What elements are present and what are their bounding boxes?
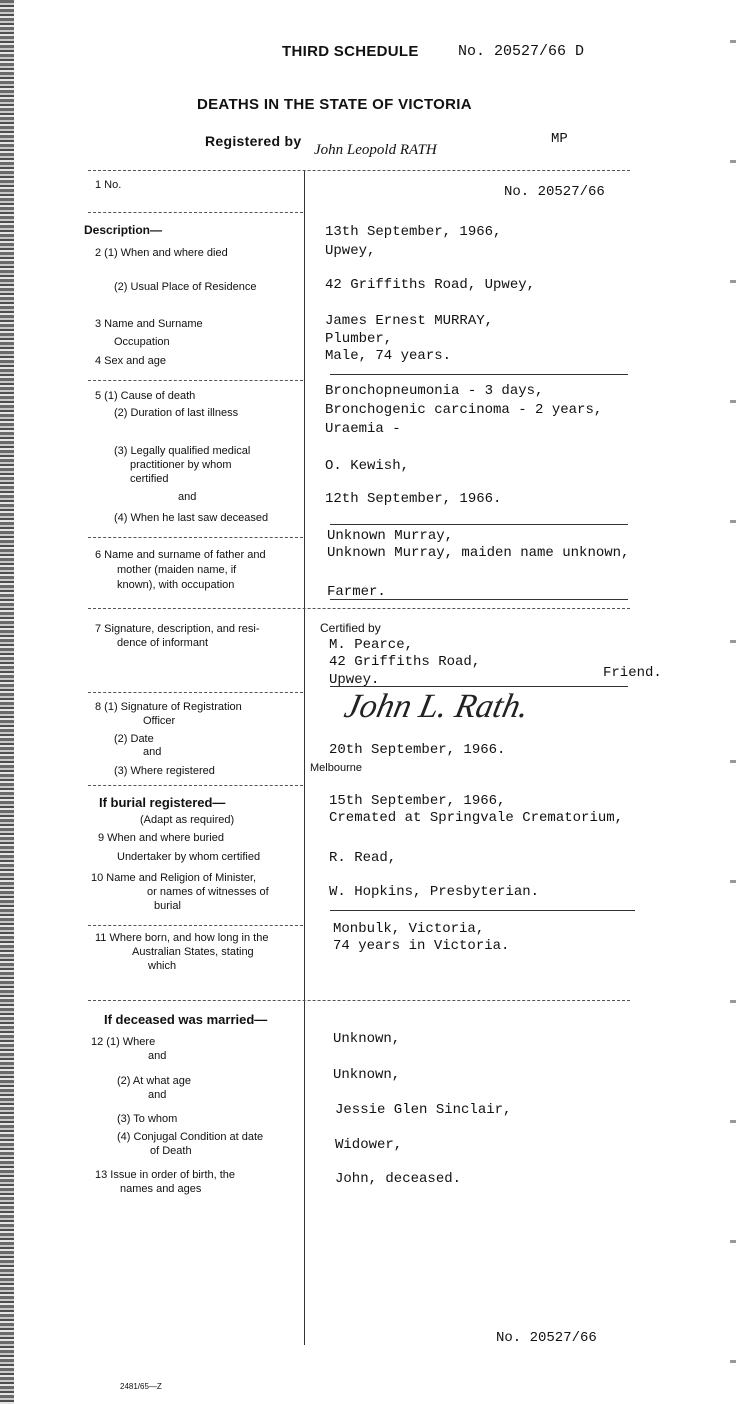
value-reg-place: Melbourne: [310, 762, 362, 774]
value-informant-3: Upwey.: [329, 672, 380, 688]
value-father: Unknown Murray,: [327, 528, 454, 544]
label-marr-whom: (3) To whom: [117, 1113, 178, 1125]
label-conjugal-b: of Death: [150, 1145, 192, 1157]
column-divider: [304, 170, 305, 1345]
divider-1: [88, 212, 303, 213]
divider-2: [88, 380, 303, 381]
label-when-where-died: 2 (1) When and where died: [95, 247, 228, 259]
value-undertaker: R. Read,: [329, 850, 397, 866]
label-parents-c: known), with occupation: [117, 579, 235, 591]
value-cause-1: Bronchopneumonia - 3 days,: [325, 383, 544, 399]
label-minister-b: or names of witnesses of: [147, 886, 269, 898]
value-born-2: 74 years in Victoria.: [333, 938, 510, 954]
form-code: 2481/65—Z: [120, 1382, 162, 1391]
label-last-saw: (4) When he last saw deceased: [114, 512, 269, 524]
rule-7: [330, 910, 635, 911]
value-sex-age: Male, 74 years.: [325, 348, 452, 364]
value-father-occupation: Farmer.: [327, 584, 386, 600]
label-adapt: (Adapt as required): [140, 814, 235, 826]
label-no: 1 No.: [95, 179, 122, 191]
main-title: DEATHS IN THE STATE OF VICTORIA: [197, 96, 472, 113]
value-conjugal: Widower,: [335, 1137, 403, 1153]
value-cause-3: Uraemia -: [325, 421, 401, 437]
label-born-a: 11 Where born, and how long in the: [95, 932, 269, 944]
label-duration: (2) Duration of last illness: [114, 407, 239, 419]
label-issue-a: 13 Issue in order of birth, the: [95, 1169, 236, 1181]
label-and-3: and: [148, 1050, 167, 1062]
value-marr-age: Unknown,: [333, 1067, 401, 1083]
value-cause-2: Bronchogenic carcinoma - 2 years,: [325, 402, 603, 418]
label-reg-date: (2) Date: [114, 733, 154, 745]
schedule-number: No. 20527/66 D: [458, 43, 585, 60]
label-issue-b: names and ages: [120, 1183, 202, 1195]
value-certified-by: Certified by: [320, 621, 381, 635]
label-and-2: and: [143, 746, 162, 758]
schedule-title: THIRD SCHEDULE: [282, 43, 419, 60]
value-marr-whom: Jessie Glen Sinclair,: [335, 1102, 512, 1118]
label-informant-b: dence of informant: [117, 637, 209, 649]
label-minister-a: 10 Name and Religion of Minister,: [91, 872, 257, 884]
label-born-b: Australian States, stating: [132, 946, 254, 958]
label-name: 3 Name and Surname: [95, 318, 203, 330]
value-informant-relation: Friend.: [603, 665, 662, 681]
label-and-4: and: [148, 1089, 167, 1101]
label-and-1: and: [178, 491, 197, 503]
label-description: Description—: [84, 223, 163, 237]
label-practitioner-b: practitioner by whom: [130, 459, 232, 471]
value-burial-date: 15th September, 1966,: [329, 793, 506, 809]
value-born-1: Monbulk, Victoria,: [333, 921, 485, 937]
value-last-seen: 12th September, 1966.: [325, 491, 502, 507]
value-informant-1: M. Pearce,: [329, 637, 414, 653]
label-when-buried: 9 When and where buried: [98, 832, 224, 844]
label-marr-where: 12 (1) Where: [91, 1036, 156, 1048]
value-date-died: 13th September, 1966,: [325, 224, 502, 240]
value-issue: John, deceased.: [335, 1171, 462, 1187]
divider-5: [88, 692, 303, 693]
label-sex-age: 4 Sex and age: [95, 355, 166, 367]
label-undertaker: Undertaker by whom certified: [117, 851, 261, 863]
divider-7: [88, 925, 303, 926]
divider-6: [88, 785, 303, 786]
value-marr-where: Unknown,: [333, 1031, 401, 1047]
value-reg-date: 20th September, 1966.: [329, 742, 506, 758]
registrar-initials: MP: [551, 131, 568, 147]
label-reg-sig-a: 8 (1) Signature of Registration: [95, 701, 242, 713]
registered-by-label: Registered by: [205, 133, 302, 149]
divider-3: [88, 537, 303, 538]
label-parents-b: mother (maiden name, if: [117, 564, 237, 576]
value-name: James Ernest MURRAY,: [325, 313, 494, 329]
value-minister: W. Hopkins, Presbyterian.: [329, 884, 540, 900]
label-parents-a: 6 Name and surname of father and: [95, 549, 266, 561]
value-burial-place: Cremated at Springvale Crematorium,: [329, 810, 624, 826]
label-cause: 5 (1) Cause of death: [95, 390, 196, 402]
label-born-c: which: [148, 960, 177, 972]
registrar-name: John Leopold RATH: [314, 142, 437, 158]
value-place-died: Upwey,: [325, 243, 376, 259]
label-occupation: Occupation: [114, 336, 170, 348]
label-practitioner-a: (3) Legally qualified medical: [114, 445, 251, 457]
registrar-signature: John L. Rath.: [341, 688, 533, 725]
value-occupation: Plumber,: [325, 331, 393, 347]
footer-number: No. 20527/66: [496, 1330, 597, 1346]
value-informant-2: 42 Griffiths Road,: [329, 654, 481, 670]
value-practitioner: O. Kewish,: [325, 458, 410, 474]
rule-2: [330, 374, 628, 375]
label-conjugal-a: (4) Conjugal Condition at date: [117, 1131, 264, 1143]
label-minister-c: burial: [154, 900, 181, 912]
scan-edge-right: [730, 0, 736, 1404]
divider-8: [88, 1000, 630, 1001]
value-residence: 42 Griffiths Road, Upwey,: [325, 277, 536, 293]
label-reg-sig-b: Officer: [143, 715, 176, 727]
rule-3: [330, 524, 628, 525]
label-practitioner-c: certified: [130, 473, 169, 485]
label-informant-a: 7 Signature, description, and resi-: [95, 623, 260, 635]
value-mother: Unknown Murray, maiden name unknown,: [327, 545, 630, 561]
label-reg-where: (3) Where registered: [114, 765, 215, 777]
divider-4: [88, 608, 630, 609]
value-no: No. 20527/66: [504, 184, 605, 200]
label-marr-age: (2) At what age: [117, 1075, 191, 1087]
scan-edge-left: [0, 0, 14, 1404]
divider-top: [88, 170, 630, 171]
label-married-section: If deceased was married—: [104, 1012, 268, 1027]
label-residence: (2) Usual Place of Residence: [114, 281, 257, 293]
label-burial-section: If burial registered—: [99, 795, 226, 810]
